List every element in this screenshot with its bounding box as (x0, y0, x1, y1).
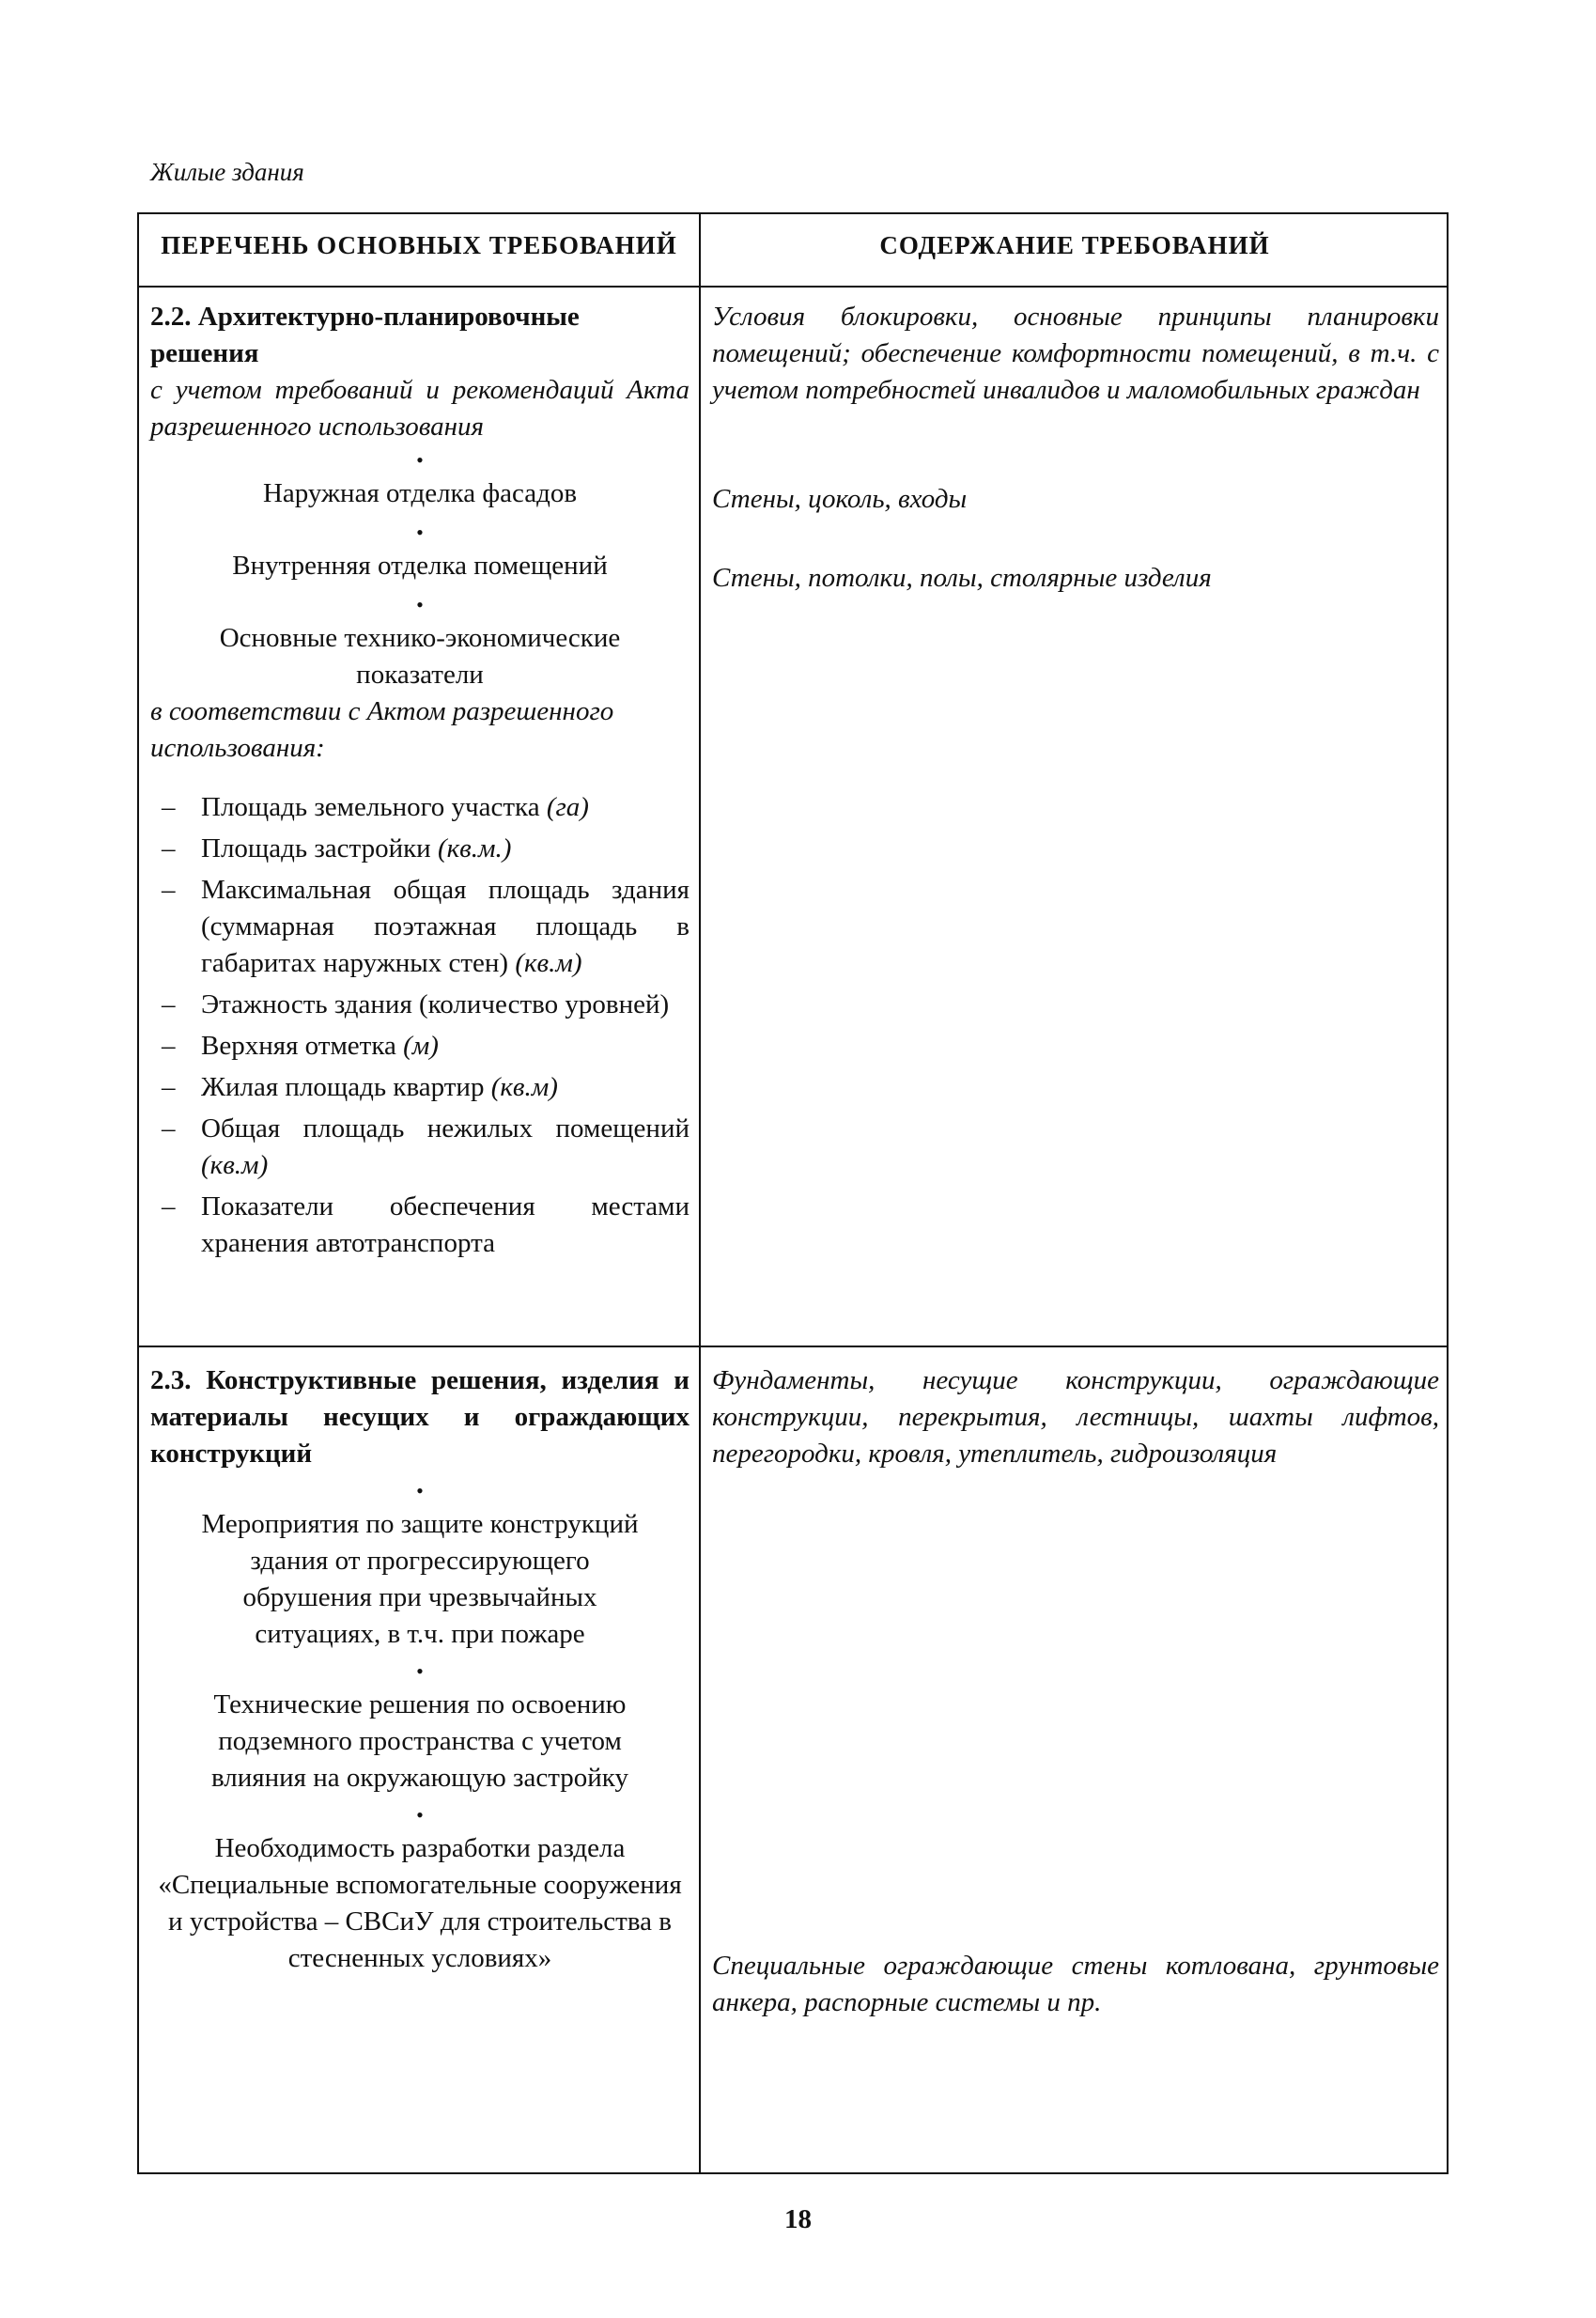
item-facade-finishing: Наружная отделка фасадов (262, 478, 578, 508)
requirements-table (137, 212, 1449, 2174)
item-interior-finishing: Внутренняя отделка помещений (232, 551, 608, 581)
section-2-2-title: 2.2. Архитектурно-планировочные решения (150, 302, 580, 368)
section-2-3-content: Фундаменты, несущие конструкции, ограждающие конструкции, перекрытия, лестницы, шахты лифтов, перегородки, кровля, утеплитель, гидроизоляция (712, 1365, 1439, 1469)
bullet-icon: • (416, 1803, 424, 1827)
content-svsiu: Специальные ограждающие стены котлована, грунтовые анкера, распорные системы и пр. (712, 1951, 1439, 2017)
item-underground-solutions: Технические решения по освоению подземного пространства с учетом влияния на окружающую застройку (211, 1689, 628, 1793)
section-2-3-left (150, 1362, 690, 1977)
running-header: Жилые здания (150, 158, 304, 186)
list-item: – Жилая площадь квартир (кв.м) (150, 1069, 690, 1106)
list-item: – Общая площадь нежилых помещений (кв.м) (150, 1111, 690, 1184)
item-technical-indicators: Основные технико-экономические показатели (219, 623, 621, 690)
indicators-note: в соответствии с Актом разрешенного использования: (150, 696, 614, 763)
column-header-requirements-list: ПЕРЕЧЕНЬ ОСНОВНЫХ ТРЕБОВАНИЙ (161, 231, 677, 259)
column-divider (699, 214, 701, 2172)
section-2-2-subtitle: с учетом требований и рекомендаций Акта разрешенного использования (150, 375, 690, 442)
list-item: – Площадь застройки (кв.м.) (150, 831, 690, 867)
section-row-divider (139, 1346, 1447, 1347)
list-item: – Максимальная общая площадь здания (суммарная поэтажная площадь в габаритах наружных стен) (кв.м) (150, 872, 690, 982)
list-item: – Этажность здания (количество уровней) (150, 987, 690, 1023)
list-item: – Верхняя отметка (м) (150, 1028, 690, 1065)
bullet-icon: • (416, 593, 424, 616)
item-progressive-collapse-protection: Мероприятия по защите конструкций здания от прогрессирующего обрушения при чрезвычайных ситуациях, в т.ч. при пожаре (201, 1509, 639, 1649)
section-2-3-title: 2.3. Конструктивные решения, изделия и материалы несущих и ограждающих конструкций (150, 1365, 690, 1469)
list-item: – Показатели обеспечения местами хранения автотранспорта (150, 1189, 690, 1262)
content-facades: Стены, цоколь, входы (712, 484, 968, 514)
bullet-icon: • (416, 521, 424, 544)
bullet-icon: • (416, 448, 424, 472)
column-header-requirements-content: СОДЕРЖАНИЕ ТРЕБОВАНИЙ (879, 231, 1270, 259)
section-2-2-left (150, 299, 690, 1267)
indicators-list (150, 789, 690, 1262)
section-2-2-content: Условия блокировки, основные принципы планировки помещений; обеспечение комфортности помещений, в т.ч. с учетом потребностей инвалидов и маломобильных граждан (712, 302, 1439, 405)
bullet-icon: • (416, 1479, 424, 1502)
item-svsiu: Необходимость разработки раздела «Специальные вспомогательные сооружения и устройства – СВСиУ для строительства в стесненных условиях» (158, 1833, 682, 1973)
bullet-icon: • (416, 1659, 424, 1683)
content-interior: Стены, потолки, полы, столярные изделия (712, 563, 1212, 593)
page-number: 18 (784, 2204, 812, 2234)
header-row-divider (139, 286, 1447, 288)
list-item: – Площадь земельного участка (га) (150, 789, 690, 826)
